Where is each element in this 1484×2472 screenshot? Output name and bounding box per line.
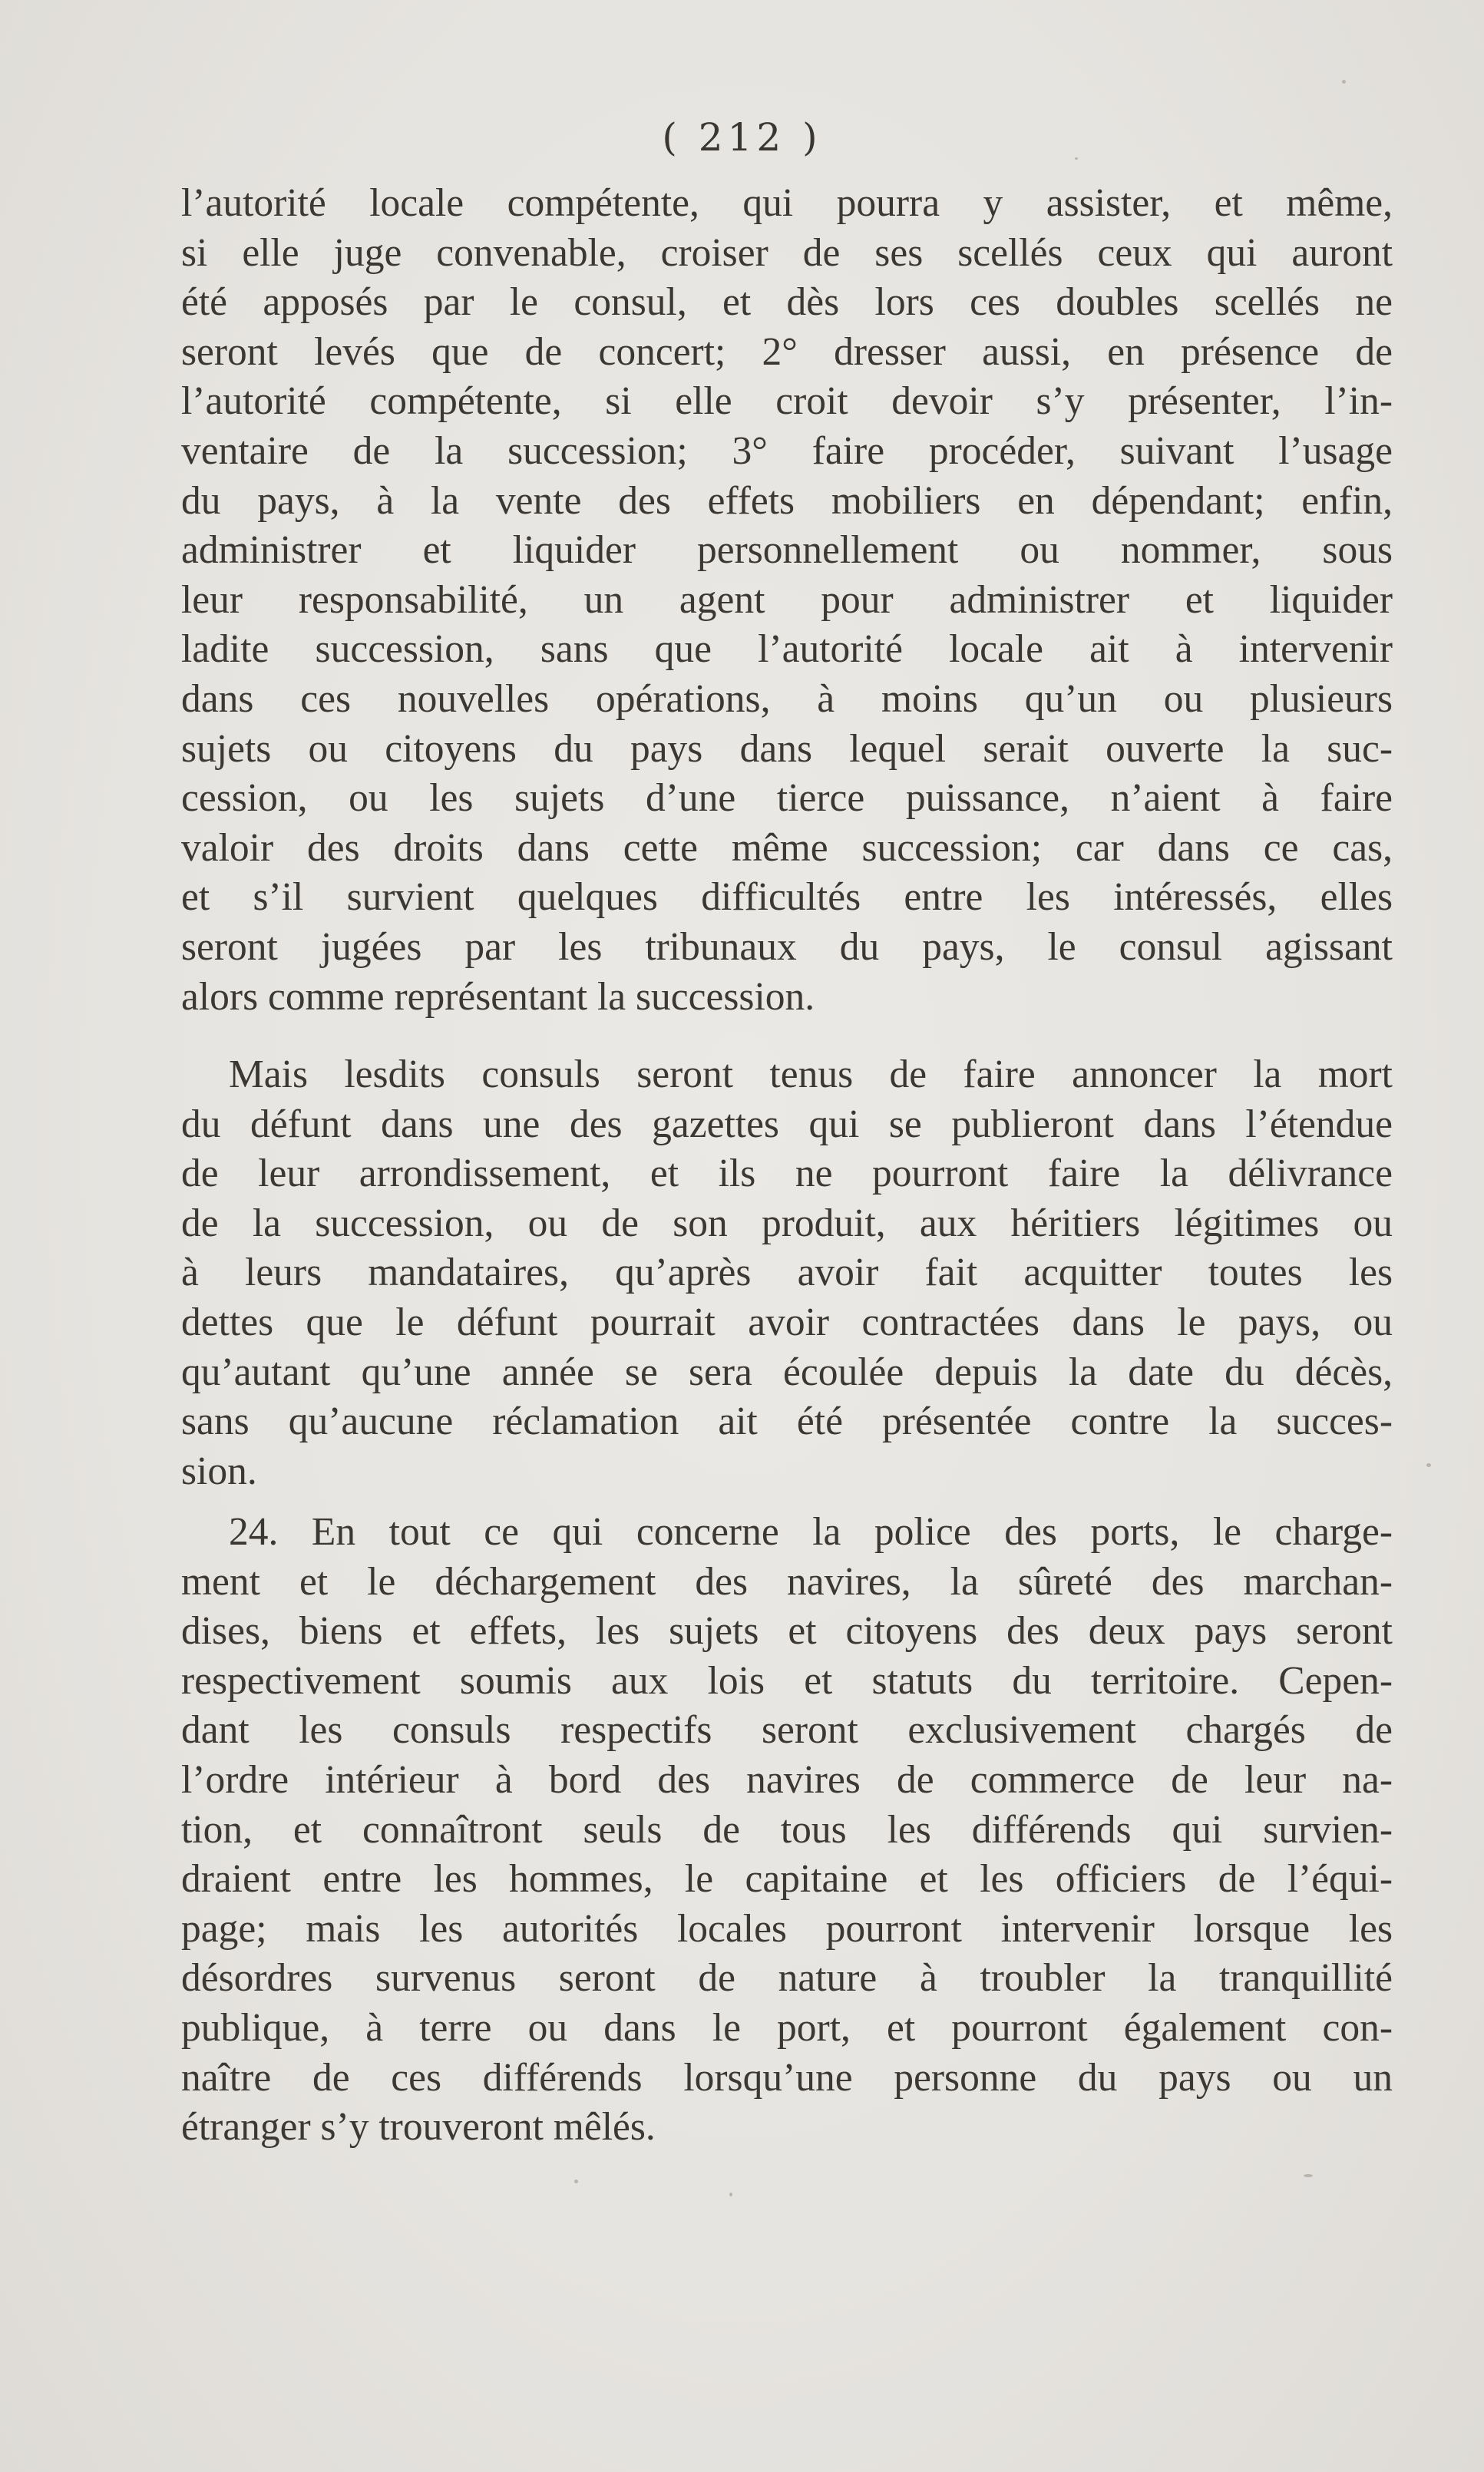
text-line: dises, biens et effets, les sujets et citoyens des deux pays seront xyxy=(181,1609,1393,1654)
text-line: à leurs mandataires, qu’après avoir fait acquitter toutes les xyxy=(181,1251,1393,1295)
text-line: ladite succession, sans que l’autorité locale ait à intervenir xyxy=(181,627,1393,672)
text-line: leur responsabilité, un agent pour administrer et liquider xyxy=(181,577,1393,622)
text-line: seront jugées par les tribunaux du pays, le consul agissant xyxy=(181,924,1393,969)
text-line: 24. En tout ce qui concerne la police des ports, le charge- xyxy=(229,1510,1393,1554)
text-line: sujets ou citoyens du pays dans lequel serait ouverte la suc- xyxy=(181,726,1393,771)
text-line: page; mais les autorités locales pourront intervenir lorsque les xyxy=(181,1906,1393,1951)
text-line: ventaire de la succession; 3° faire procéder, suivant l’usage xyxy=(181,428,1393,473)
text-line: dant les consuls respectifs seront exclusivement chargés de xyxy=(181,1708,1393,1753)
paper-speck xyxy=(1426,1463,1431,1467)
text-line: de la succession, ou de son produit, aux héritiers légitimes ou xyxy=(181,1201,1393,1245)
text-line: respectivement soumis aux lois et statuts du territoire. Cepen- xyxy=(181,1658,1393,1703)
text-line: sion. xyxy=(181,1449,257,1493)
text-line: dettes que le défunt pourrait avoir contractées dans le pays, ou xyxy=(181,1300,1393,1344)
text-line: désordres survenus seront de nature à troubler la tranquillité xyxy=(181,1956,1393,2001)
paragraph-3 xyxy=(181,1508,1393,2153)
text-line: et s’il survient quelques difficultés entre les intéressés, elles xyxy=(181,875,1393,920)
paper-speck xyxy=(1075,157,1078,160)
paper-speck xyxy=(1304,2174,1313,2177)
text-line: tion, et connaîtront seuls de tous les différends qui survien- xyxy=(181,1807,1393,1852)
text-line: de leur arrondissement, et ils ne pourront faire la délivrance xyxy=(181,1152,1393,1196)
text-line: l’autorité compétente, si elle croit devoir s’y présenter, l’in- xyxy=(181,379,1393,424)
text-line: sans qu’aucune réclamation ait été présentée contre la succes- xyxy=(181,1400,1393,1444)
text-line: ment et le déchargement des navires, la sûreté des marchan- xyxy=(181,1559,1393,1604)
text-line: dans ces nouvelles opérations, à moins qu’un ou plusieurs xyxy=(181,676,1393,721)
text-line: publique, à terre ou dans le port, et pourront également con- xyxy=(181,2005,1393,2050)
text-line: si elle juge convenable, croiser de ses scellés ceux qui auront xyxy=(181,230,1393,275)
text-line: l’autorité locale compétente, qui pourra y assister, et même, xyxy=(181,181,1393,225)
text-line: du défunt dans une des gazettes qui se publieront dans l’étendue xyxy=(181,1102,1393,1146)
paper-speck xyxy=(729,2193,732,2196)
text-line: cession, ou les sujets d’une tierce puissance, n’aient à faire xyxy=(181,776,1393,821)
text-line: Mais lesdits consuls seront tenus de faire annoncer la mort xyxy=(229,1053,1393,1096)
text-line: du pays, à la vente des effets mobiliers en dépendant; enfin, xyxy=(181,478,1393,523)
text-line: l’ordre intérieur à bord des navires de commerce de leur na- xyxy=(181,1757,1393,1802)
page-number: ( 212 ) xyxy=(662,115,822,160)
text-line: draient entre les hommes, le capitaine et les officiers de l’équi- xyxy=(181,1857,1393,1902)
text-line: administrer et liquider personnellement ou nommer, sous xyxy=(181,528,1393,573)
text-line: alors comme représentant la succession. xyxy=(181,974,815,1019)
paragraph-2 xyxy=(181,1050,1393,1496)
paper-speck xyxy=(574,2180,578,2183)
text-line: été apposés par le consul, et dès lors ces doubles scellés ne xyxy=(181,280,1393,325)
text-line: valoir des droits dans cette même succession; car dans ce cas, xyxy=(181,825,1393,870)
text-line: qu’autant qu’une année se sera écoulée depuis la date du décès, xyxy=(181,1350,1393,1394)
text-line: étranger s’y trouveront mêlés. xyxy=(181,2105,656,2150)
paper-speck xyxy=(1342,80,1346,84)
text-line: seront levés que de concert; 2° dresser aussi, en présence de xyxy=(181,329,1393,374)
paragraph-1 xyxy=(181,179,1393,1022)
text-line: naître de ces différends lorsqu’une personne du pays ou un xyxy=(181,2055,1393,2100)
